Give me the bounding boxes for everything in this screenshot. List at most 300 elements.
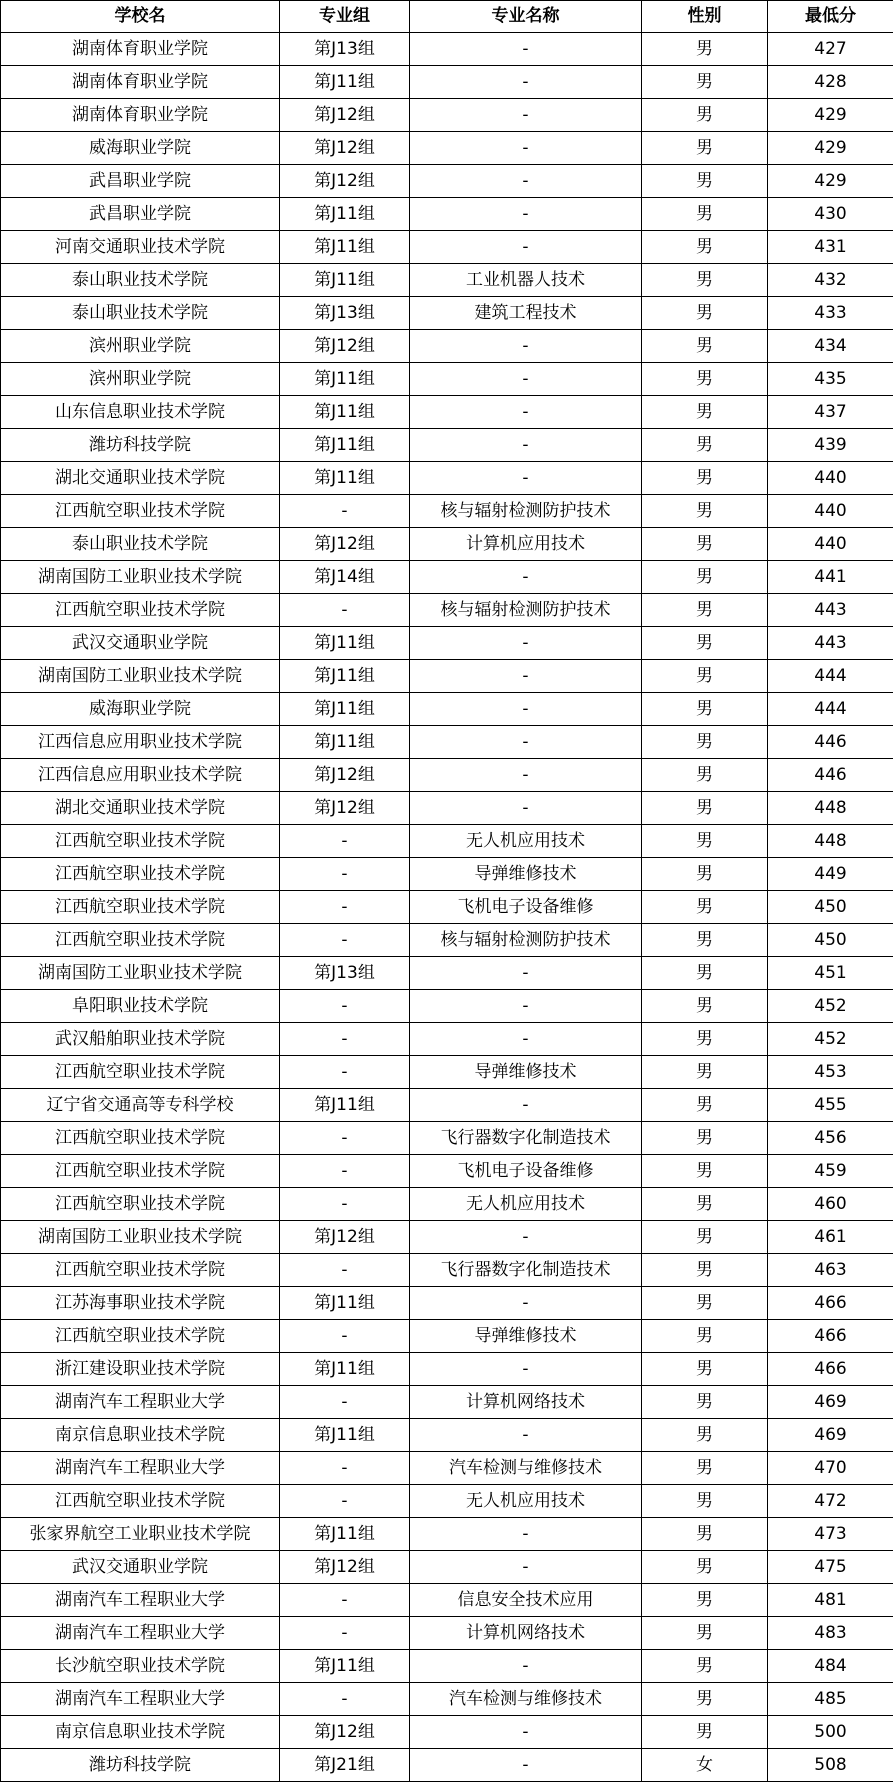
gender-cell: 男: [642, 165, 768, 198]
major-group-cell: 第J11组: [280, 1353, 410, 1386]
gender-cell: 男: [642, 363, 768, 396]
major-group-cell: 第J12组: [280, 99, 410, 132]
gender-cell: 男: [642, 495, 768, 528]
school-name-cell: 湖南国防工业职业技术学院: [1, 957, 280, 990]
major-name-cell: -: [410, 1221, 642, 1254]
school-name-cell: 湖南汽车工程职业大学: [1, 1452, 280, 1485]
school-name-cell: 江西航空职业技术学院: [1, 825, 280, 858]
min-score-cell: 446: [768, 759, 893, 792]
school-name-cell: 泰山职业技术学院: [1, 297, 280, 330]
table-row: [1, 1320, 893, 1353]
school-name-cell: 泰山职业技术学院: [1, 264, 280, 297]
gender-cell: 男: [642, 1485, 768, 1518]
gender-cell: 男: [642, 1386, 768, 1419]
min-score-cell: 431: [768, 231, 893, 264]
min-score-cell: 440: [768, 462, 893, 495]
major-name-cell: -: [410, 66, 642, 99]
major-group-cell: 第J11组: [280, 660, 410, 693]
major-name-cell: 核与辐射检测防护技术: [410, 594, 642, 627]
min-score-cell: 484: [768, 1650, 893, 1683]
major-name-cell: -: [410, 363, 642, 396]
major-name-cell: -: [410, 1551, 642, 1584]
major-group-cell: 第J12组: [280, 165, 410, 198]
min-score-cell: 481: [768, 1584, 893, 1617]
major-name-cell: -: [410, 132, 642, 165]
major-name-cell: 汽车检测与维修技术: [410, 1683, 642, 1716]
major-group-cell: 第J11组: [280, 363, 410, 396]
table-row: [1, 1551, 893, 1584]
gender-cell: 男: [642, 792, 768, 825]
school-name-cell: 江西航空职业技术学院: [1, 891, 280, 924]
table-row: [1, 198, 893, 231]
min-score-cell: 485: [768, 1683, 893, 1716]
school-name-cell: 南京信息职业技术学院: [1, 1419, 280, 1452]
table-row: [1, 330, 893, 363]
major-group-cell: 第J12组: [280, 330, 410, 363]
school-name-cell: 武昌职业学院: [1, 165, 280, 198]
table-row: [1, 825, 893, 858]
min-score-cell: 463: [768, 1254, 893, 1287]
major-group-cell: 第J13组: [280, 33, 410, 66]
school-name-cell: 江西航空职业技术学院: [1, 1155, 280, 1188]
gender-cell: 男: [642, 1254, 768, 1287]
major-name-cell: -: [410, 1518, 642, 1551]
gender-cell: 男: [642, 528, 768, 561]
table-row: [1, 858, 893, 891]
min-score-cell: 433: [768, 297, 893, 330]
major-name-cell: -: [410, 726, 642, 759]
gender-cell: 男: [642, 462, 768, 495]
gender-cell: 男: [642, 1089, 768, 1122]
min-score-cell: 432: [768, 264, 893, 297]
major-group-cell: 第J11组: [280, 264, 410, 297]
min-score-cell: 446: [768, 726, 893, 759]
major-group-cell: -: [280, 990, 410, 1023]
major-name-cell: -: [410, 1023, 642, 1056]
school-name-cell: 湖北交通职业技术学院: [1, 792, 280, 825]
min-score-cell: 466: [768, 1353, 893, 1386]
min-score-cell: 429: [768, 165, 893, 198]
min-score-cell: 459: [768, 1155, 893, 1188]
major-name-cell: -: [410, 957, 642, 990]
major-group-cell: -: [280, 1617, 410, 1650]
gender-cell: 男: [642, 990, 768, 1023]
major-name-cell: 飞机电子设备维修: [410, 1155, 642, 1188]
school-name-cell: 武汉船舶职业技术学院: [1, 1023, 280, 1056]
major-group-cell: 第J11组: [280, 462, 410, 495]
min-score-cell: 461: [768, 1221, 893, 1254]
table-row: [1, 1221, 893, 1254]
major-name-cell: -: [410, 462, 642, 495]
table-row: [1, 33, 893, 66]
major-group-cell: 第J12组: [280, 759, 410, 792]
min-score-cell: 439: [768, 429, 893, 462]
gender-cell: 男: [642, 1287, 768, 1320]
major-group-cell: -: [280, 1155, 410, 1188]
school-name-cell: 威海职业学院: [1, 693, 280, 726]
school-name-cell: 阜阳职业技术学院: [1, 990, 280, 1023]
gender-cell: 男: [642, 1122, 768, 1155]
major-name-cell: 飞行器数字化制造技术: [410, 1122, 642, 1155]
table-row: [1, 396, 893, 429]
table-row: [1, 1683, 893, 1716]
major-name-cell: 导弹维修技术: [410, 1320, 642, 1353]
major-name-cell: 飞机电子设备维修: [410, 891, 642, 924]
gender-cell: 男: [642, 1188, 768, 1221]
table-row: [1, 429, 893, 462]
major-group-cell: 第J11组: [280, 429, 410, 462]
school-name-cell: 湖南汽车工程职业大学: [1, 1683, 280, 1716]
major-name-cell: -: [410, 1089, 642, 1122]
table-row: [1, 1386, 893, 1419]
major-name-cell: -: [410, 561, 642, 594]
major-group-cell: -: [280, 891, 410, 924]
table-row: [1, 1122, 893, 1155]
school-name-cell: 江西航空职业技术学院: [1, 1485, 280, 1518]
major-group-cell: -: [280, 495, 410, 528]
min-score-cell: 472: [768, 1485, 893, 1518]
min-score-cell: 500: [768, 1716, 893, 1749]
major-group-cell: -: [280, 1254, 410, 1287]
major-group-cell: 第J11组: [280, 1650, 410, 1683]
min-score-cell: 508: [768, 1749, 893, 1782]
major-group-cell: 第J12组: [280, 132, 410, 165]
gender-cell: 男: [642, 924, 768, 957]
major-group-cell: -: [280, 1056, 410, 1089]
school-name-cell: 张家界航空工业职业技术学院: [1, 1518, 280, 1551]
major-group-cell: 第J11组: [280, 1089, 410, 1122]
school-name-cell: 威海职业学院: [1, 132, 280, 165]
table-row: [1, 1617, 893, 1650]
major-name-cell: -: [410, 1353, 642, 1386]
gender-cell: 男: [642, 132, 768, 165]
school-name-cell: 湖南汽车工程职业大学: [1, 1386, 280, 1419]
table-row: [1, 1353, 893, 1386]
school-name-cell: 江西航空职业技术学院: [1, 594, 280, 627]
major-group-cell: 第J11组: [280, 1518, 410, 1551]
table-row: [1, 1452, 893, 1485]
min-score-cell: 443: [768, 627, 893, 660]
major-name-cell: -: [410, 1749, 642, 1782]
table-row: [1, 1188, 893, 1221]
min-score-cell: 444: [768, 660, 893, 693]
major-group-cell: 第J11组: [280, 693, 410, 726]
min-score-cell: 443: [768, 594, 893, 627]
table-row: [1, 660, 893, 693]
gender-cell: 男: [642, 1419, 768, 1452]
min-score-cell: 460: [768, 1188, 893, 1221]
min-score-cell: 440: [768, 528, 893, 561]
min-score-cell: 448: [768, 792, 893, 825]
gender-cell: 男: [642, 1023, 768, 1056]
major-name-cell: 导弹维修技术: [410, 858, 642, 891]
major-group-cell: 第J11组: [280, 66, 410, 99]
school-name-cell: 湖南体育职业学院: [1, 99, 280, 132]
major-name-cell: 建筑工程技术: [410, 297, 642, 330]
major-name-cell: -: [410, 165, 642, 198]
major-group-cell: 第J13组: [280, 957, 410, 990]
min-score-cell: 456: [768, 1122, 893, 1155]
gender-cell: 男: [642, 1518, 768, 1551]
gender-cell: 男: [642, 825, 768, 858]
min-score-cell: 437: [768, 396, 893, 429]
major-name-cell: -: [410, 1716, 642, 1749]
major-name-cell: 计算机网络技术: [410, 1617, 642, 1650]
major-group-cell: 第J14组: [280, 561, 410, 594]
school-name-cell: 江西信息应用职业技术学院: [1, 759, 280, 792]
major-name-cell: 核与辐射检测防护技术: [410, 924, 642, 957]
table-row: [1, 363, 893, 396]
school-name-cell: 武昌职业学院: [1, 198, 280, 231]
major-name-cell: 无人机应用技术: [410, 825, 642, 858]
table-row: [1, 561, 893, 594]
major-group-cell: -: [280, 1452, 410, 1485]
min-score-cell: 470: [768, 1452, 893, 1485]
gender-cell: 男: [642, 1584, 768, 1617]
school-name-cell: 湖南体育职业学院: [1, 66, 280, 99]
gender-cell: 男: [642, 759, 768, 792]
major-group-cell: -: [280, 1584, 410, 1617]
gender-cell: 男: [642, 1683, 768, 1716]
min-score-cell: 451: [768, 957, 893, 990]
gender-cell: 男: [642, 33, 768, 66]
major-group-cell: 第J13组: [280, 297, 410, 330]
min-score-cell: 483: [768, 1617, 893, 1650]
table-row: [1, 759, 893, 792]
header-gender: 性别: [642, 1, 768, 33]
major-name-cell: -: [410, 627, 642, 660]
major-group-cell: -: [280, 1683, 410, 1716]
school-name-cell: 滨州职业学院: [1, 363, 280, 396]
gender-cell: 男: [642, 1617, 768, 1650]
table-row: [1, 1650, 893, 1683]
min-score-cell: 466: [768, 1287, 893, 1320]
table-row: [1, 231, 893, 264]
school-name-cell: 江西航空职业技术学院: [1, 1320, 280, 1353]
major-group-cell: -: [280, 594, 410, 627]
major-group-cell: 第J11组: [280, 726, 410, 759]
school-name-cell: 江西航空职业技术学院: [1, 858, 280, 891]
major-name-cell: -: [410, 792, 642, 825]
min-score-cell: 435: [768, 363, 893, 396]
major-name-cell: -: [410, 396, 642, 429]
min-score-cell: 429: [768, 132, 893, 165]
gender-cell: 男: [642, 1353, 768, 1386]
header-major-group: 专业组: [280, 1, 410, 33]
table-row: [1, 891, 893, 924]
table-row: [1, 1155, 893, 1188]
school-name-cell: 河南交通职业技术学院: [1, 231, 280, 264]
min-score-cell: 434: [768, 330, 893, 363]
major-group-cell: -: [280, 924, 410, 957]
table-row: [1, 1716, 893, 1749]
min-score-cell: 428: [768, 66, 893, 99]
table-row: [1, 1023, 893, 1056]
table-row: [1, 462, 893, 495]
school-name-cell: 辽宁省交通高等专科学校: [1, 1089, 280, 1122]
gender-cell: 男: [642, 594, 768, 627]
major-group-cell: 第J12组: [280, 1221, 410, 1254]
min-score-cell: 449: [768, 858, 893, 891]
major-name-cell: -: [410, 759, 642, 792]
table-row: [1, 132, 893, 165]
major-group-cell: -: [280, 1386, 410, 1419]
gender-cell: 男: [642, 231, 768, 264]
school-name-cell: 潍坊科技学院: [1, 429, 280, 462]
min-score-cell: 453: [768, 1056, 893, 1089]
header-major-name: 专业名称: [410, 1, 642, 33]
gender-cell: 男: [642, 1221, 768, 1254]
min-score-cell: 440: [768, 495, 893, 528]
gender-cell: 男: [642, 1155, 768, 1188]
school-name-cell: 江西航空职业技术学院: [1, 1254, 280, 1287]
major-group-cell: 第J11组: [280, 396, 410, 429]
major-group-cell: -: [280, 1188, 410, 1221]
table-row: [1, 957, 893, 990]
school-name-cell: 湖南体育职业学院: [1, 33, 280, 66]
major-group-cell: -: [280, 1122, 410, 1155]
table-row: [1, 627, 893, 660]
gender-cell: 男: [642, 561, 768, 594]
school-name-cell: 浙江建设职业技术学院: [1, 1353, 280, 1386]
table-row: [1, 1254, 893, 1287]
school-name-cell: 江苏海事职业技术学院: [1, 1287, 280, 1320]
table-row: [1, 165, 893, 198]
gender-cell: 男: [642, 1452, 768, 1485]
min-score-cell: 466: [768, 1320, 893, 1353]
gender-cell: 男: [642, 1056, 768, 1089]
gender-cell: 男: [642, 627, 768, 660]
table-row: [1, 1518, 893, 1551]
school-name-cell: 武汉交通职业学院: [1, 627, 280, 660]
table-row: [1, 990, 893, 1023]
table-row: [1, 99, 893, 132]
major-name-cell: 计算机网络技术: [410, 1386, 642, 1419]
major-name-cell: 计算机应用技术: [410, 528, 642, 561]
major-name-cell: -: [410, 660, 642, 693]
table-row: [1, 726, 893, 759]
gender-cell: 男: [642, 66, 768, 99]
school-name-cell: 江西航空职业技术学院: [1, 1056, 280, 1089]
min-score-cell: 450: [768, 891, 893, 924]
table-row: [1, 1419, 893, 1452]
major-group-cell: 第J11组: [280, 627, 410, 660]
min-score-cell: 430: [768, 198, 893, 231]
gender-cell: 男: [642, 1320, 768, 1353]
header-min-score: 最低分: [768, 1, 893, 33]
gender-cell: 男: [642, 1551, 768, 1584]
major-group-cell: 第J12组: [280, 528, 410, 561]
major-name-cell: -: [410, 33, 642, 66]
min-score-cell: 455: [768, 1089, 893, 1122]
header-row: [1, 1, 893, 33]
min-score-cell: 475: [768, 1551, 893, 1584]
school-name-cell: 潍坊科技学院: [1, 1749, 280, 1782]
table-row: [1, 1056, 893, 1089]
table-row: [1, 1749, 893, 1782]
school-name-cell: 泰山职业技术学院: [1, 528, 280, 561]
gender-cell: 男: [642, 726, 768, 759]
gender-cell: 男: [642, 693, 768, 726]
major-name-cell: -: [410, 99, 642, 132]
school-name-cell: 山东信息职业技术学院: [1, 396, 280, 429]
school-name-cell: 江西航空职业技术学院: [1, 924, 280, 957]
gender-cell: 男: [642, 858, 768, 891]
major-name-cell: 导弹维修技术: [410, 1056, 642, 1089]
table-header: [1, 1, 893, 33]
gender-cell: 男: [642, 330, 768, 363]
table-row: [1, 1089, 893, 1122]
gender-cell: 男: [642, 660, 768, 693]
min-score-cell: 450: [768, 924, 893, 957]
table-row: [1, 924, 893, 957]
major-name-cell: -: [410, 1287, 642, 1320]
min-score-cell: 427: [768, 33, 893, 66]
major-name-cell: 工业机器人技术: [410, 264, 642, 297]
min-score-cell: 469: [768, 1419, 893, 1452]
table-row: [1, 1287, 893, 1320]
table-row: [1, 264, 893, 297]
school-name-cell: 湖南国防工业职业技术学院: [1, 561, 280, 594]
table-body: [1, 33, 893, 1782]
major-name-cell: -: [410, 330, 642, 363]
school-name-cell: 湖南国防工业职业技术学院: [1, 660, 280, 693]
gender-cell: 男: [642, 297, 768, 330]
gender-cell: 男: [642, 957, 768, 990]
major-name-cell: -: [410, 231, 642, 264]
school-name-cell: 江西航空职业技术学院: [1, 1188, 280, 1221]
major-group-cell: 第J12组: [280, 1551, 410, 1584]
major-group-cell: 第J11组: [280, 1287, 410, 1320]
major-name-cell: 飞行器数字化制造技术: [410, 1254, 642, 1287]
major-group-cell: 第J11组: [280, 1419, 410, 1452]
table-row: [1, 66, 893, 99]
major-name-cell: 核与辐射检测防护技术: [410, 495, 642, 528]
gender-cell: 男: [642, 429, 768, 462]
major-name-cell: -: [410, 990, 642, 1023]
major-name-cell: -: [410, 693, 642, 726]
table-row: [1, 1485, 893, 1518]
gender-cell: 男: [642, 198, 768, 231]
major-group-cell: 第J21组: [280, 1749, 410, 1782]
gender-cell: 男: [642, 1650, 768, 1683]
min-score-cell: 452: [768, 1023, 893, 1056]
school-name-cell: 武汉交通职业学院: [1, 1551, 280, 1584]
major-name-cell: -: [410, 429, 642, 462]
table-row: [1, 297, 893, 330]
gender-cell: 男: [642, 1716, 768, 1749]
major-name-cell: 无人机应用技术: [410, 1188, 642, 1221]
min-score-cell: 473: [768, 1518, 893, 1551]
school-name-cell: 江西航空职业技术学院: [1, 495, 280, 528]
gender-cell: 男: [642, 891, 768, 924]
min-score-cell: 444: [768, 693, 893, 726]
major-group-cell: -: [280, 1023, 410, 1056]
min-score-cell: 429: [768, 99, 893, 132]
major-group-cell: 第J12组: [280, 1716, 410, 1749]
major-group-cell: -: [280, 858, 410, 891]
min-score-cell: 441: [768, 561, 893, 594]
school-name-cell: 南京信息职业技术学院: [1, 1716, 280, 1749]
min-score-cell: 452: [768, 990, 893, 1023]
school-name-cell: 江西信息应用职业技术学院: [1, 726, 280, 759]
table-row: [1, 528, 893, 561]
major-group-cell: 第J12组: [280, 792, 410, 825]
school-name-cell: 湖北交通职业技术学院: [1, 462, 280, 495]
min-score-cell: 448: [768, 825, 893, 858]
header-school-name: 学校名: [1, 1, 280, 33]
min-score-cell: 469: [768, 1386, 893, 1419]
